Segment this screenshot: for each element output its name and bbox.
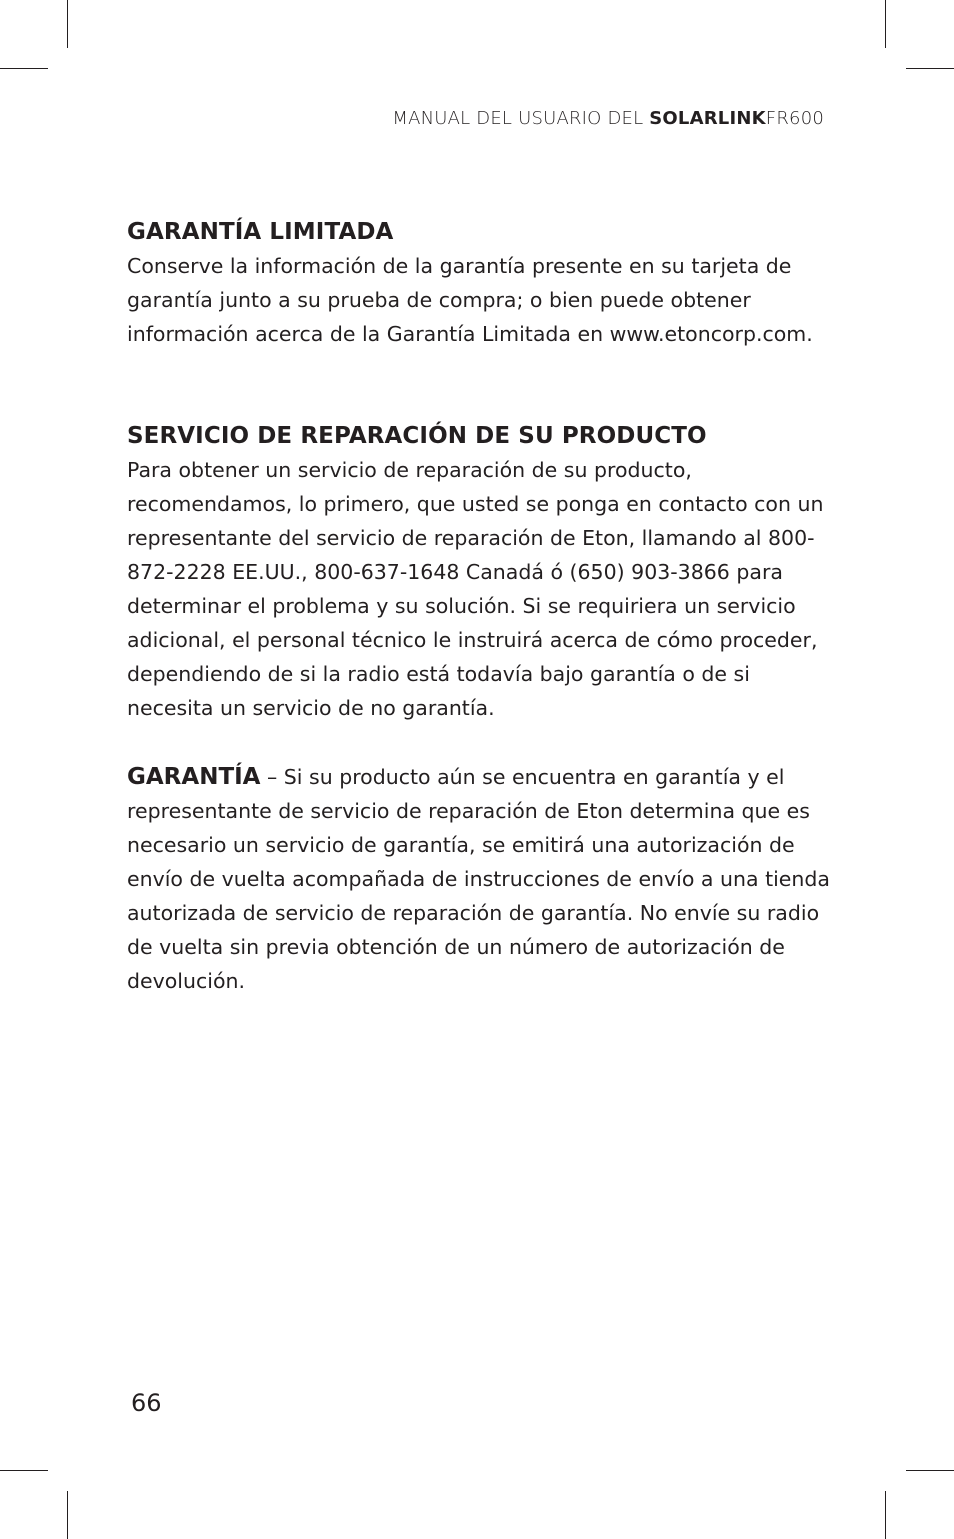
section-repair-service xyxy=(127,419,832,725)
crop-mark-top-left-horizontal xyxy=(0,68,48,69)
header-model: FR600 xyxy=(765,108,824,129)
crop-mark-top-right-vertical xyxy=(885,0,886,48)
section-heading: SERVICIO DE REPARACIÓN DE SU PRODUCTO xyxy=(127,423,707,449)
crop-mark-bottom-right-horizontal xyxy=(906,1470,954,1471)
crop-mark-top-right-horizontal xyxy=(906,68,954,69)
crop-mark-bottom-right-vertical xyxy=(885,1491,886,1539)
section-heading: GARANTÍA LIMITADA xyxy=(127,219,394,245)
section-body: – Si su producto aún se encuentra en garantía y el representante de servicio de reparación de Eton determina que es necesario un servicio de garantía, se emitirá una autorización de envío de vuelta acompañada de instrucciones de envío a una tienda autorizada de servicio de reparación de garantía. No envíe su radio de vuelta sin previa obtención de un número de autorización de devolución. xyxy=(127,765,830,993)
inline-heading: GARANTÍA xyxy=(127,764,261,790)
crop-mark-top-left-vertical xyxy=(67,0,68,48)
header-brand: SOLARLINK xyxy=(649,108,766,129)
section-limited-warranty xyxy=(127,215,832,351)
section-body: Para obtener un servicio de reparación de su producto, recomendamos, lo primero, que usted se ponga en contacto con un representante del servicio de reparación de Eton, llamando al 800-872-2228 EE.UU., 800-637-1648 Canadá ó (650) 903-3866 para determinar el problema y su solución. Si se requiriera un servicio adicional, el personal técnico le instruirá acerca de cómo proceder, dependiendo de si la radio está todavía bajo garantía o de si necesita un servicio de no garantía. xyxy=(127,458,824,720)
section-paragraph xyxy=(127,760,832,998)
crop-mark-bottom-left-vertical xyxy=(67,1491,68,1539)
section-body: Conserve la información de la garantía presente en su tarjeta de garantía junto a su prueba de compra; o bien puede obtener información acerca de la Garantía Limitada en www.etoncorp.com. xyxy=(127,254,813,346)
header-prefix: MANUAL DEL USUARIO DEL xyxy=(392,108,644,129)
page-number: 66 xyxy=(131,1389,162,1417)
running-header xyxy=(392,108,824,129)
section-warranty-return xyxy=(127,760,832,998)
crop-mark-bottom-left-horizontal xyxy=(0,1470,48,1471)
